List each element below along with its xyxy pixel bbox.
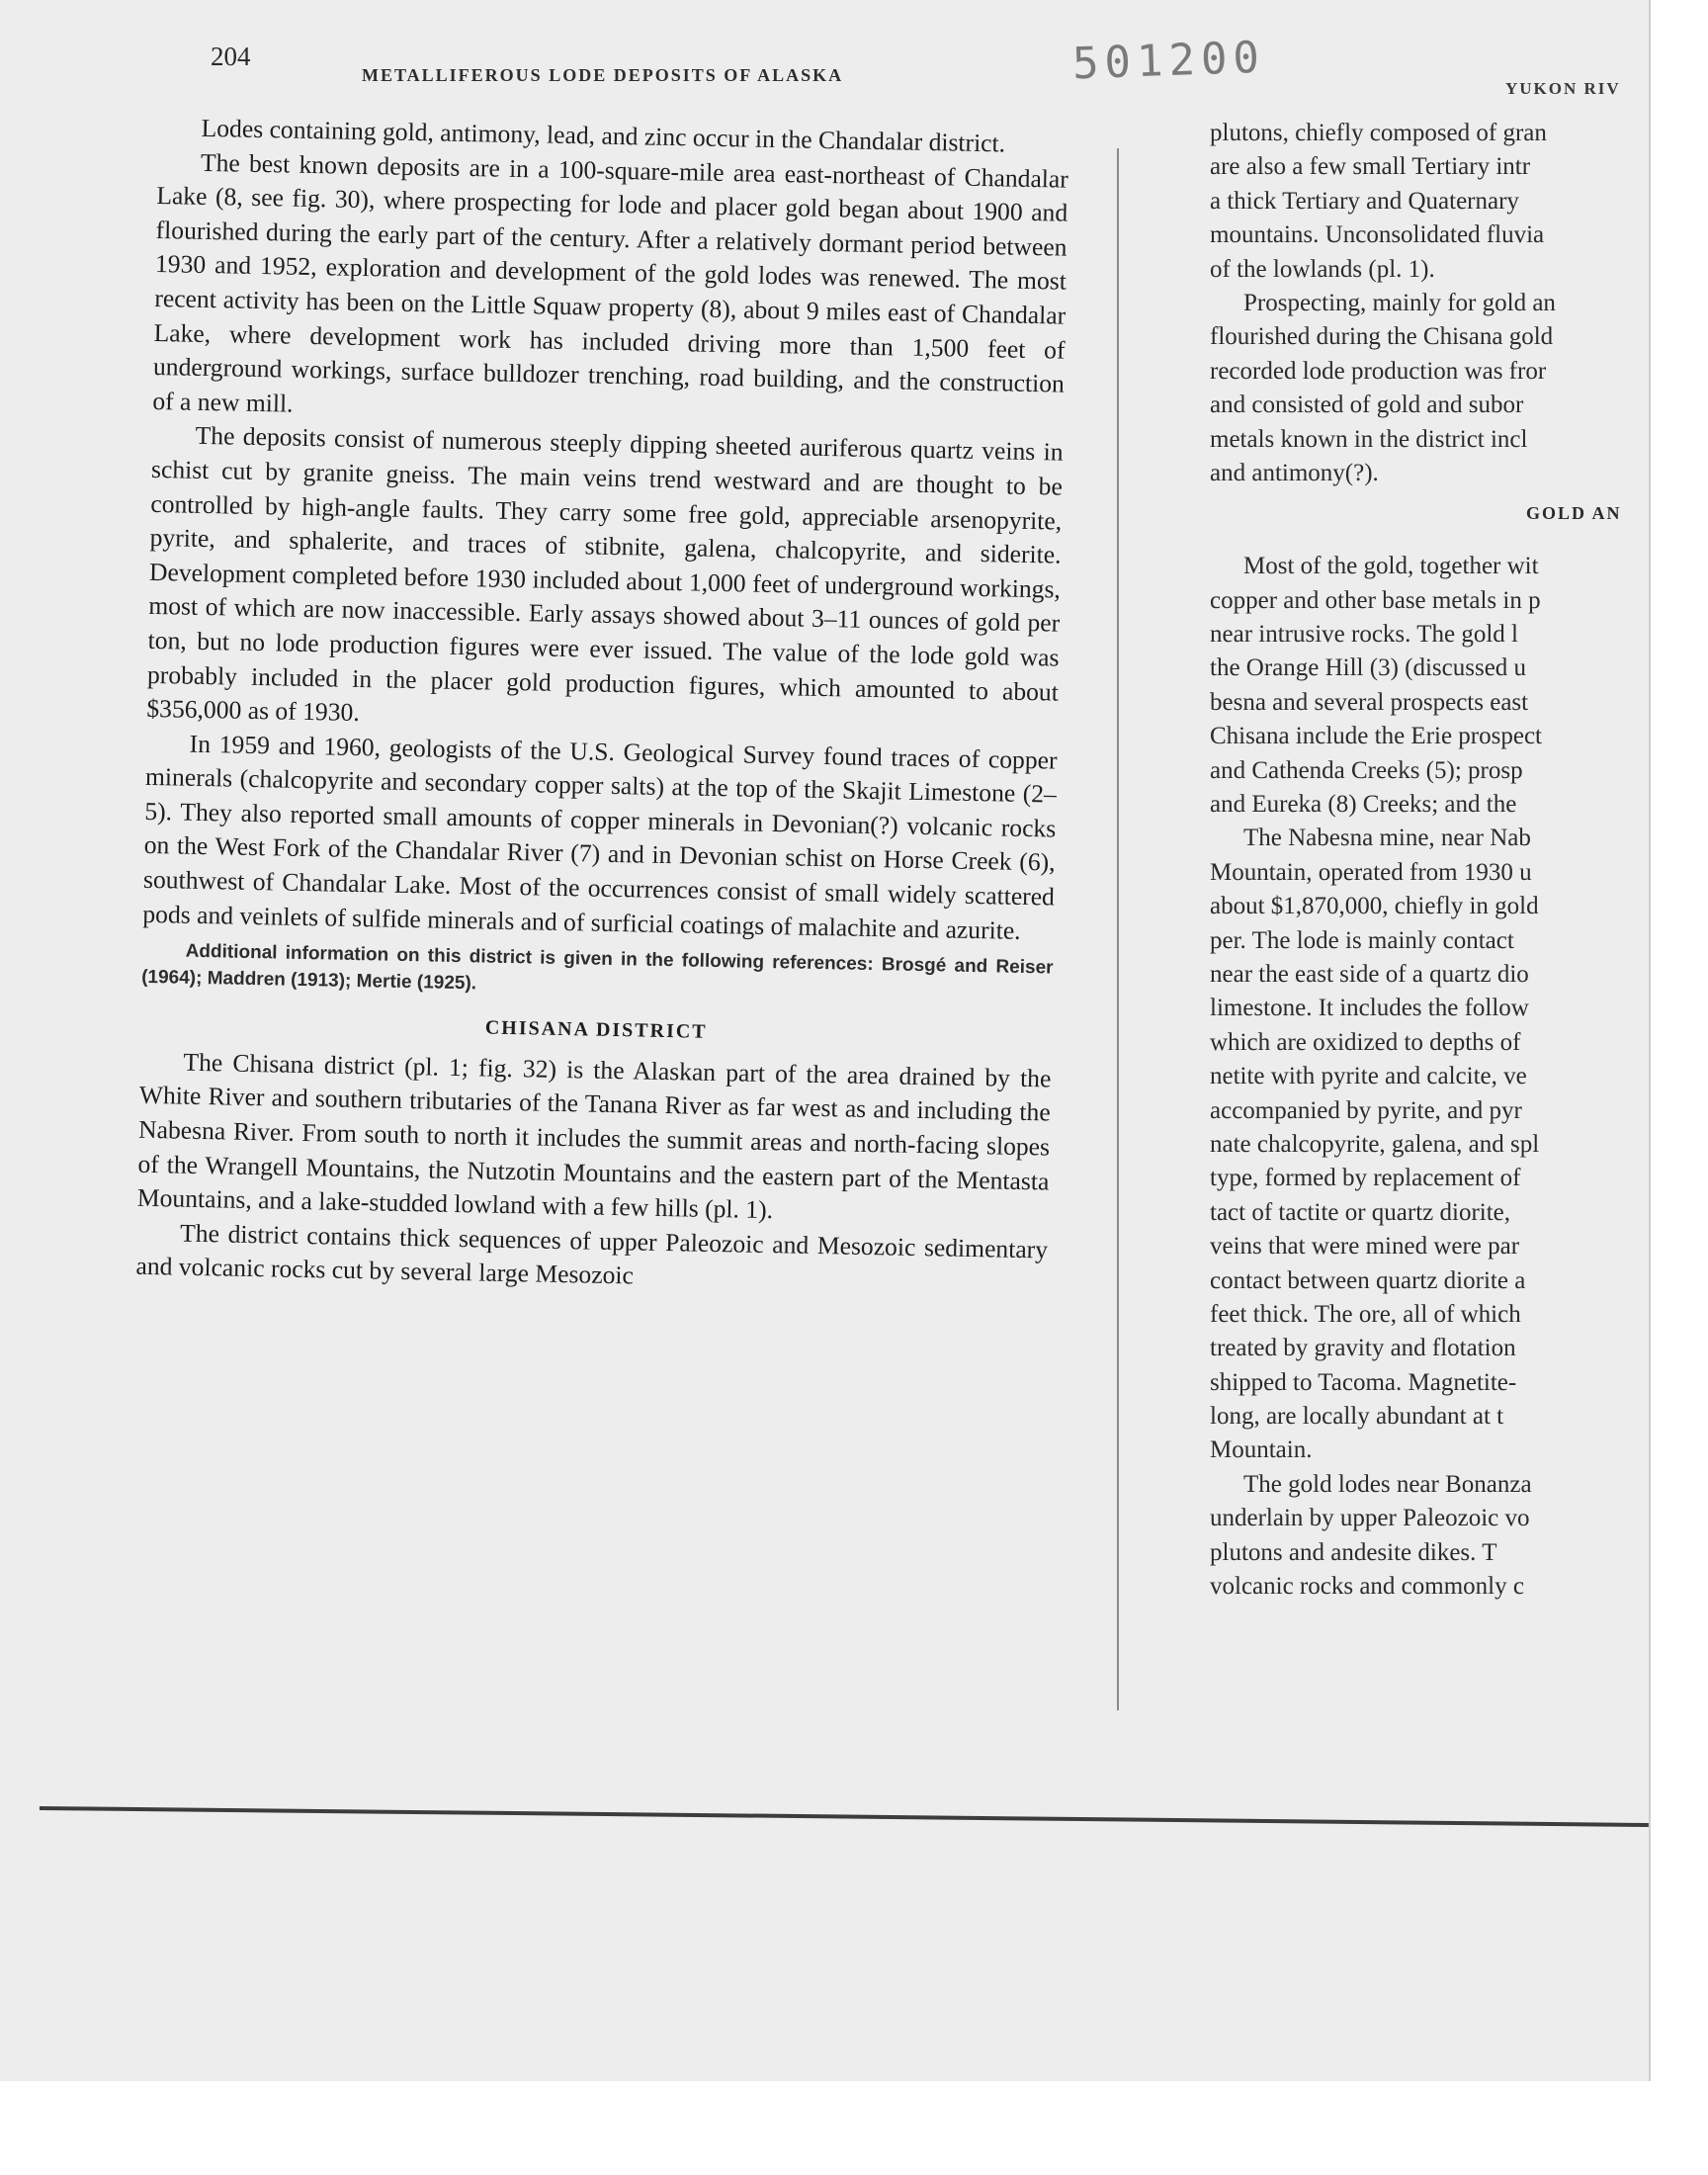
text-line: metals known in the district incl: [1210, 425, 1528, 453]
text-line: copper and other base metals in p: [1210, 586, 1541, 614]
paragraph: In 1959 and 1960, geologists of the U.S. Geological Survey found traces of copper minerals (chalcopyrite and secondary copper salts) at the top of the Skajit Limestone (2–5). They also reported small amounts of copper minerals in Devonian(?) volcanic rocks on the West Fork of the Chandalar River (7) and in Devonian schist on Horse Creek (6), southwest of Chandalar Lake. Most of the occurrences consist of small widely scattered pods and veinlets of sulfide minerals and of surficial coatings of malachite and azurite.: [142, 729, 1058, 945]
text-line: Most of the gold, together wit: [1243, 553, 1539, 580]
text-line: The gold lodes near Bonanza: [1243, 1470, 1532, 1498]
text-line: The Nabesna mine, near Nab: [1243, 825, 1531, 852]
left-text-column: [135, 111, 1069, 1301]
text-line: plutons and andesite dikes. T: [1210, 1538, 1497, 1566]
text-line: per. The lode is mainly contact: [1210, 926, 1514, 954]
text-line: netite with pyrite and calcite, ve: [1210, 1063, 1527, 1090]
text-line: and Cathenda Creeks (5); prosp: [1210, 756, 1523, 784]
text-line: nate chalcopyrite, galena, and spl: [1210, 1130, 1540, 1158]
page-number: 204: [211, 42, 251, 71]
column-gutter-line: [1117, 148, 1119, 1710]
text-line: limestone. It includes the follow: [1210, 995, 1529, 1022]
text-line: Mountain, operated from 1930 u: [1210, 858, 1532, 886]
text-line: Mountain.: [1210, 1436, 1313, 1464]
text-line: type, formed by replacement of: [1210, 1165, 1521, 1192]
text-line: long, are locally abundant at t: [1210, 1403, 1504, 1431]
text-line: and Eureka (8) Creeks; and the: [1210, 791, 1517, 819]
text-line: are also a few small Tertiary intr: [1210, 153, 1531, 181]
section-heading-cropped: GOLD AN: [1526, 503, 1622, 524]
text-line: and consisted of gold and subor: [1210, 392, 1524, 419]
text-line: flourished during the Chisana gold: [1210, 323, 1554, 351]
paragraph: The deposits consist of numerous steeply dipping sheeted auriferous quartz veins in schist cut by granite gneiss. The main veins trend westward and are thought to be controlled by high-angle faults. They carry some free gold, appreciable arsenopyrite, pyrite, and sphalerite, and traces of stibnite, galena, chalcopyrite, and siderite. Development completed before 1930 included about 1,000 feet of underground workings, most of which are now inaccessible. Early assays showed about 3–11 ounces of gold per ton, but no lode production figures were ever issued. The value of the lode gold was probably included in the placer gold production figures, which amounted to about $356,000 as of 1930.: [146, 421, 1064, 728]
text-line: mountains. Unconsolidated fluvia: [1210, 221, 1545, 249]
text-line: tact of tactite or quartz diorite,: [1210, 1198, 1511, 1226]
text-line: underlain by upper Paleozoic vo: [1210, 1505, 1530, 1532]
text-line: of the lowlands (pl. 1).: [1210, 255, 1435, 283]
running-header-right-page: YUKON RIV: [1505, 79, 1621, 98]
text-line: near intrusive rocks. The gold l: [1210, 621, 1518, 649]
text-line: recorded lode production was fror: [1210, 357, 1547, 385]
paragraph: The district contains thick sequences of upper Paleozoic and Mesozoic sedimentary and volcanic rocks cut by several large Mesozoic: [135, 1218, 1049, 1290]
text-line: plutons, chiefly composed of gran: [1210, 120, 1547, 146]
running-header-title: METALLIFEROUS LODE DEPOSITS OF ALASKA: [362, 65, 844, 85]
text-line: volcanic rocks and commonly c: [1210, 1573, 1524, 1601]
text-line: which are oxidized to depths of: [1210, 1028, 1521, 1056]
page-fold-edge: [40, 1806, 1649, 1827]
text-line: accompanied by pyrite, and pyr: [1210, 1096, 1522, 1124]
text-line: and antimony(?).: [1210, 459, 1379, 486]
paragraph: The best known deposits are in a 100-square-mile area east-northeast of Chandalar Lake (8, see fig. 30), where prospecting for lode and placer gold began about 1900 and flourished during the early part of the century. After a relatively dormant period between 1930 and 1952, exploration and development of the gold lodes was renewed. The most recent activity has been on the Little Squaw property (8), about 9 miles east of Chandalar Lake, where development work has included driving more than 1,500 feet of underground workings, surface bulldozer trenching, road building, and the construction of a new mill.: [152, 147, 1069, 418]
text-line: Chisana include the Erie prospect: [1210, 723, 1542, 750]
text-line: shipped to Tacoma. Magnetite-: [1210, 1368, 1517, 1396]
text-line: about $1,870,000, chiefly in gold: [1210, 893, 1539, 920]
stamped-document-number: 501200: [1071, 32, 1266, 90]
references-note: Additional information on this district is given in the following references: Brosgé and Reiser (1964); Maddren (1913); Mertie (1925).: [140, 940, 1054, 995]
text-line: veins that were mined were par: [1210, 1233, 1520, 1261]
text-line: besna and several prospects east: [1210, 688, 1529, 716]
text-line: the Orange Hill (3) (discussed u: [1210, 654, 1527, 682]
section-heading: CHISANA DISTRICT: [484, 1016, 708, 1044]
text-line: treated by gravity and flotation: [1210, 1335, 1516, 1362]
text-line: a thick Tertiary and Quaternary: [1210, 187, 1519, 215]
text-line: Prospecting, mainly for gold an: [1243, 289, 1556, 316]
text-line: near the east side of a quartz dio: [1210, 960, 1529, 988]
paragraph: The Chisana district (pl. 1; fig. 32) is the Alaskan part of the area drained by the White River and southern tributaries of the Tanana River as far west as and including the Nabesna River. From south to north it includes the summit areas and north-facing slopes of the Wrangell Mountains, the Nutzotin Mountains and the eastern part of the Mentasta Mountains, and a lake-studded lowland with a few hills (pl. 1).: [136, 1047, 1052, 1225]
right-text-column-cropped: [1210, 117, 1650, 1639]
text-line: feet thick. The ore, all of which: [1210, 1300, 1521, 1328]
paragraph: Lodes containing gold, antimony, lead, and zinc occur in the Chandalar district.: [201, 113, 1006, 158]
text-line: contact between quartz diorite a: [1210, 1266, 1526, 1294]
